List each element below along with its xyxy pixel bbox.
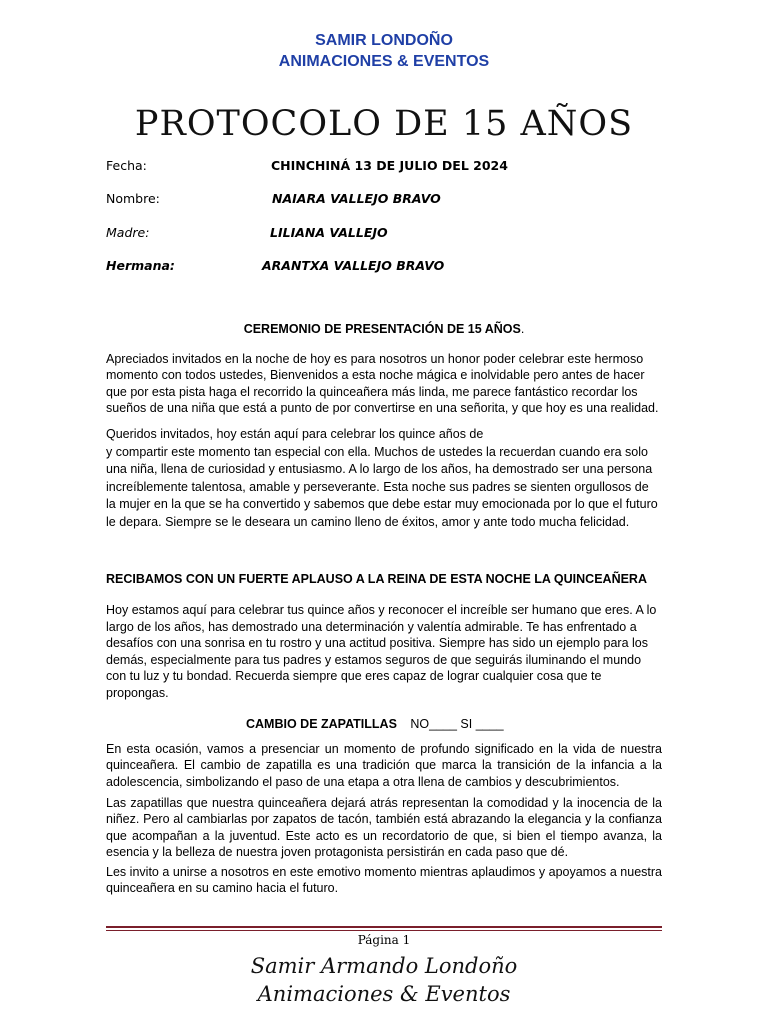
paragraph-line: largo de los años, has demostrado una determinación y valentía admirable. Te has enfrentado a (106, 619, 637, 634)
footer-divider-thin (106, 930, 662, 931)
field-label-hermana: Hermana: (106, 258, 175, 273)
paragraph-invitacion: Les invito a unirse a nosotros en este emotivo momento mientras aplaudimos y apoyamos a nuestra quinceañera en su camino hacia el futuro. (106, 865, 662, 896)
paragraph-line: una niña, llena de curiosidad y entusiasmo. A lo largo de los años, ha demostrado ser una persona (106, 462, 653, 476)
paragraph-line: Hoy estamos aquí para celebrar tus quince años y reconocer el increíble ser humano que eres. A lo (106, 603, 657, 617)
field-label-fecha: Fecha: (106, 158, 147, 173)
paragraph-celebracion (106, 602, 662, 701)
zapatillas-heading (246, 716, 504, 732)
field-value-nombre: NAIARA VALLEJO BRAVO (272, 191, 441, 206)
ceremonio-heading (0, 321, 768, 337)
aplauso-heading: RECIBAMOS CON UN FUERTE APLAUSO A LA REINA DE ESTA NOCHE LA QUINCEAÑERA (106, 572, 647, 586)
paragraph-line: increíblemente talentosa, amable y perseverante. Esta noche sus padres se sienten orgullosos de (106, 479, 649, 494)
zapatillas-heading-text: CAMBIO DE ZAPATILLAS (246, 717, 397, 731)
paragraph-zapatillas: Las zapatillas que nuestra quinceañera dejará atrás representan la comodidad y la inocencia de la niñez. Pero al cambiarlas por zapatos de tacón, también está abrazando la elegancia y la confianza que acompañan a la juventud. Este acto es un recordatorio de que, si bien el tiempo avanza, la esencia y la belleza de nuestra joven protagonista persistirán en cada paso que dé. (106, 796, 662, 859)
field-label-madre: Madre: (106, 225, 150, 240)
paragraph-line: con tu luz y tu bondad. Recuerda siempre que eres capaz de lograr cualquier cosa que te (106, 669, 602, 683)
paragraph-welcome (106, 351, 662, 416)
field-value-hermana: ARANTXA VALLEJO BRAVO (262, 258, 445, 273)
footer-divider (106, 926, 662, 928)
company-subtitle: ANIMACIONES & EVENTOS (278, 53, 490, 70)
paragraph-line: sueños de una niña que está a punto de por convertirse en una señorita, y que hoy es una realidad. (106, 400, 659, 415)
paragraph-line: Queridos invitados, hoy están aquí para celebrar los quince años de (106, 427, 484, 441)
paragraph-line: demás, especialmente para tus padres y estamos seguros de que seguirás iluminando el mundo (106, 652, 642, 667)
paragraph-line: propongas. (106, 685, 169, 700)
paragraph-cambio: En esta ocasión, vamos a presenciar un momento de profundo significado en la vida de nuestra quinceañera. El cambio de zapatilla es una tradición que marca la transición de la infancia a la adolescencia, simbolizando el paso de una etapa a otra llena de cambios y descubrimientos. (106, 742, 662, 789)
company-name: SAMIR LONDOÑO (315, 32, 453, 49)
zapatillas-options: NO____ SI ____ (410, 717, 504, 731)
paragraph-line: desafíos con una sonrisa en tu rostro y una actitud positiva. Siempre has sido un ejemplo para los (106, 636, 648, 650)
signature-name: Samir Armando Londoño (250, 954, 518, 978)
signature-company: Animaciones & Eventos (257, 982, 511, 1006)
field-value-madre: LILIANA VALLEJO (270, 225, 388, 240)
ceremonio-heading-text: CEREMONIO DE PRESENTACIÓN DE 15 AÑOS (243, 322, 521, 336)
paragraph-line: Apreciados invitados en la noche de hoy es para nosotros un honor poder celebrar este hermoso (106, 352, 644, 366)
field-value-fecha: CHINCHINÁ 13 DE JULIO DEL 2024 (271, 158, 508, 173)
paragraph-line: que por esta pista haga el recorrido la quinceañera más linda, me parece fantástico recordar los (106, 384, 638, 399)
ceremonio-heading-period: . (520, 322, 525, 336)
paragraph-line: le depara. Siempre se le deseara un camino lleno de éxitos, amor y ante todo mucha felicidad. (106, 514, 630, 529)
page-title: PROTOCOLO DE 15 AÑOS (134, 104, 634, 144)
paragraph-invitados (106, 426, 662, 531)
paragraph-line: y compartir este momento tan especial con ella. Muchos de ustedes la recuerdan cuando era solo (106, 444, 648, 459)
paragraph-line: la mujer en la que se ha convertido y sabemos que debe estar muy emocionada por lo que el futuro (106, 497, 658, 511)
paragraph-line: momento con todos ustedes, Bienvenidos a esta noche mágica e inolvidable pero antes de hacer (106, 368, 645, 383)
page-number: Página 1 (357, 933, 411, 947)
field-label-nombre: Nombre: (106, 191, 160, 206)
